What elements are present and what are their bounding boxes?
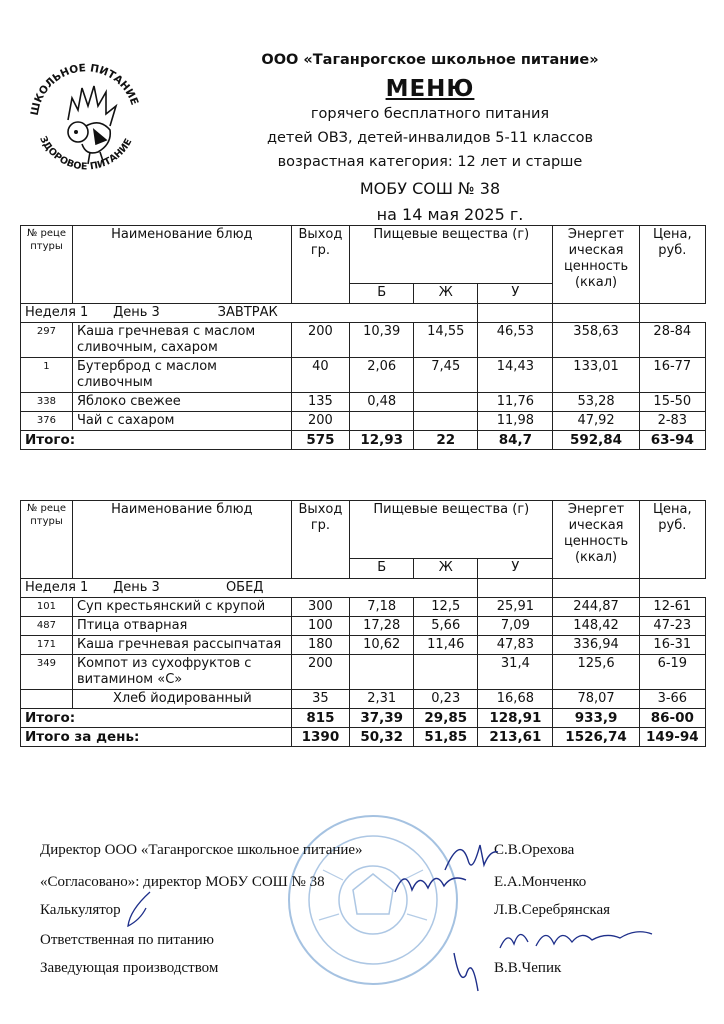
col-protein: Б [350,284,414,304]
signature-name: С.В.Орехова [494,842,575,858]
col-nutrients: Пищевые вещества (г) [350,501,553,559]
col-price: Цена, руб. [639,501,705,579]
signature-role: Заведующая производством [40,960,219,976]
table-row: 1 Бутерброд с маслом сливочным 40 2,06 7,45 14,43 133,01 16-77 [21,358,706,393]
table-row: 171 Каша гречневая рассыпчатая 180 10,62 11,46 47,83 336,94 16-31 [21,636,706,655]
meal-label: ОБЕД [225,580,264,595]
week-label: Неделя 1 [25,305,89,320]
signature-role: Ответственная по питанию [40,932,214,948]
signature-role: Калькулятор [40,902,121,918]
day-total-row: Итого за день: 1390 50,32 51,85 213,61 1526,74 149-94 [21,728,706,747]
signature-name: В.В.Чепик [494,960,562,976]
breakfast-table [20,225,706,450]
organization-name: ООО «Таганрогское школьное питание» [261,52,599,68]
meal-label: ЗАВТРАК [217,305,278,320]
signature-name: Е.А.Монченко [494,874,587,890]
signature-role: «Согласовано»: директор МОБУ СОШ № 38 [40,874,325,890]
total-row: Итого: 815 37,39 29,85 128,91 933,9 86-00 [21,709,706,728]
table-row: 349 Компот из сухофруктов с витамином «С» 200 31,4 125,6 6-19 [21,655,706,690]
week-label: Неделя 1 [25,580,89,595]
signature-name: Л.В.Серебрянская [494,902,611,918]
col-price: Цена, руб. [639,226,705,304]
logo-bottom-text: ЗДОРОВОЕ ПИТАНИЕ [37,134,135,173]
handwritten-signature [496,918,656,958]
col-recipe-no: № реце птуры [21,226,73,304]
col-output: Выход гр. [291,501,349,579]
col-dish-name: Наименование блюд [72,226,291,304]
col-carbs: У [478,559,553,579]
signature-line [40,960,680,982]
col-recipe-no: № реце птуры [21,501,73,579]
svg-text:ЗДОРОВОЕ ПИТАНИЕ [37,135,134,173]
menu-date: на 14 мая 2025 г. [376,205,524,224]
table-row: 338 Яблоко свежее 135 0,48 11,76 53,28 15-50 [21,393,706,412]
col-fat: Ж [414,284,478,304]
table-row: Хлеб йодированный 35 2,31 0,23 16,68 78,07 3-66 [21,690,706,709]
handwritten-signature [446,945,486,995]
handwritten-signature [390,862,470,902]
subtitle-line-1: горячего бесплатного питания [310,106,550,122]
age-category: возрастная категория: 12 лет и старше [277,154,583,170]
total-row: Итого: 575 12,93 22 84,7 592,84 63-94 [21,431,706,450]
page-title: МЕНЮ [385,76,475,102]
section-row [21,579,478,598]
day-label: День 3 [113,305,160,320]
col-protein: Б [350,559,414,579]
logo-top-text: ШКОЛЬНОЕ ПИТАНИЕ [28,62,141,117]
hedgehog-logo [20,48,150,178]
lunch-table [20,500,706,747]
col-fat: Ж [414,559,478,579]
handwritten-signature [120,890,160,930]
section-row [21,304,478,323]
table-row: 487 Птица отварная 100 17,28 5,66 7,09 148,42 47-23 [21,617,706,636]
col-energy: Энергет ическая ценность (ккал) [553,226,639,304]
table-row: 101 Суп крестьянский с крупой 300 7,18 12,5 25,91 244,87 12-61 [21,598,706,617]
col-output: Выход гр. [291,226,349,304]
col-nutrients: Пищевые вещества (г) [350,226,553,284]
table-row: 376 Чай с сахаром 200 11,98 47,92 2-83 [21,412,706,431]
subtitle-line-2: детей ОВЗ, детей-инвалидов 5-11 классов [266,130,594,146]
signature-line [40,842,680,864]
day-label: День 3 [113,580,160,595]
col-energy: Энергет ическая ценность (ккал) [553,501,639,579]
col-carbs: У [478,284,553,304]
signature-role: Директор ООО «Таганрогское школьное питание» [40,842,363,858]
svg-text:ШКОЛЬНОЕ ПИТАНИЕ [29,62,141,116]
col-dish-name: Наименование блюд [72,501,291,579]
school-name: МОБУ СОШ № 38 [359,179,501,198]
table-row: 297 Каша гречневая с маслом сливочным, сахаром 200 10,39 14,55 46,53 358,63 28-84 [21,323,706,358]
